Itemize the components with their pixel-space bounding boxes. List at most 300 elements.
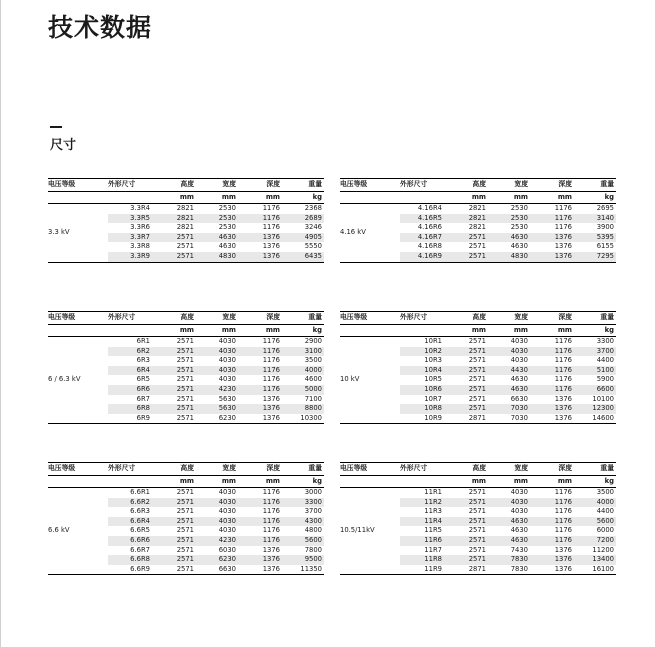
width-cell: 5630 bbox=[218, 394, 236, 403]
frame-cell: 6R8 bbox=[108, 404, 156, 414]
width-cell: 4030 bbox=[218, 375, 236, 384]
header-width: 宽度 bbox=[488, 179, 530, 192]
header-frame: 外形尺寸 bbox=[108, 179, 156, 192]
unit-height: mm bbox=[156, 325, 196, 337]
height-cell: 2871 bbox=[448, 414, 488, 424]
frame-cell: 6R6 bbox=[108, 385, 156, 395]
height-cell: 2821 bbox=[176, 204, 194, 212]
width-cell: 5630 bbox=[196, 404, 238, 414]
frame-cell: 3.3R7 bbox=[108, 233, 156, 243]
depth-cell: 1176 bbox=[262, 375, 280, 384]
height-cell: 2571 bbox=[448, 555, 488, 565]
depth-cell: 1176 bbox=[262, 337, 280, 345]
table-header-row bbox=[340, 312, 616, 325]
header-voltage: 电压等级 bbox=[48, 463, 108, 476]
height-cell: 2571 bbox=[176, 488, 194, 496]
weight-cell: 7100 bbox=[304, 394, 322, 403]
width-cell: 7030 bbox=[488, 404, 530, 414]
weight-cell: 2695 bbox=[596, 204, 614, 212]
height-cell: 2571 bbox=[156, 366, 196, 376]
header-frame: 外形尺寸 bbox=[400, 312, 448, 325]
table-row bbox=[340, 204, 616, 214]
table-row bbox=[340, 337, 616, 347]
table-row bbox=[48, 204, 324, 214]
frame-cell: 3.3R9 bbox=[108, 252, 156, 262]
width-cell: 2530 bbox=[488, 214, 530, 224]
header-weight: 重量 bbox=[574, 179, 616, 192]
height-cell: 2571 bbox=[176, 526, 194, 535]
unit-depth: mm bbox=[238, 476, 282, 488]
height-cell: 2571 bbox=[468, 375, 486, 384]
frame-cell: 4.16R9 bbox=[400, 252, 448, 262]
voltage-label: 10 kV bbox=[340, 337, 400, 424]
page-left-border bbox=[0, 0, 1, 647]
height-cell: 2571 bbox=[448, 385, 488, 395]
width-cell: 4030 bbox=[218, 356, 236, 365]
voltage-label: 10.5/11kV bbox=[340, 488, 400, 575]
depth-cell: 1176 bbox=[530, 498, 574, 508]
table-units-row bbox=[48, 325, 324, 337]
unit-weight: kg bbox=[574, 325, 616, 337]
frame-cell: 10R6 bbox=[400, 385, 448, 395]
frame-cell: 3.3R4 bbox=[130, 204, 150, 212]
height-cell: 2571 bbox=[448, 233, 488, 243]
height-cell: 2571 bbox=[156, 517, 196, 527]
height-cell: 2571 bbox=[448, 517, 488, 527]
header-depth: 深度 bbox=[238, 312, 282, 325]
depth-cell: 1176 bbox=[238, 385, 282, 395]
header-height: 高度 bbox=[156, 312, 196, 325]
weight-cell: 4400 bbox=[596, 356, 614, 365]
unit-weight: kg bbox=[574, 476, 616, 488]
weight-cell: 3300 bbox=[282, 498, 324, 508]
frame-cell: 6.6R7 bbox=[130, 545, 150, 554]
header-height: 高度 bbox=[156, 179, 196, 192]
weight-cell: 4400 bbox=[596, 507, 614, 516]
header-width: 宽度 bbox=[196, 312, 238, 325]
unit-width: mm bbox=[488, 325, 530, 337]
depth-cell: 1176 bbox=[530, 214, 574, 224]
voltage-label: 3.3 kV bbox=[48, 204, 108, 263]
frame-cell: 6.6R2 bbox=[108, 498, 156, 508]
width-cell: 4030 bbox=[488, 347, 530, 357]
depth-cell: 1376 bbox=[530, 252, 574, 262]
width-cell: 4630 bbox=[510, 375, 528, 384]
frame-cell: 6.6R8 bbox=[108, 555, 156, 565]
table-units-row bbox=[340, 325, 616, 337]
frame-cell: 10R8 bbox=[400, 404, 448, 414]
height-cell: 2571 bbox=[156, 252, 196, 262]
depth-cell: 1376 bbox=[554, 545, 572, 554]
depth-cell: 1376 bbox=[262, 242, 280, 251]
frame-cell: 11R5 bbox=[424, 526, 442, 535]
width-cell: 4030 bbox=[218, 337, 236, 345]
section-title: 尺寸 bbox=[50, 138, 77, 153]
voltage-label: 6 / 6.3 kV bbox=[48, 337, 108, 424]
width-cell: 4630 bbox=[196, 233, 238, 243]
depth-cell: 1176 bbox=[530, 366, 574, 376]
spec-table bbox=[340, 178, 616, 263]
depth-cell: 1176 bbox=[238, 366, 282, 376]
weight-cell: 5000 bbox=[282, 385, 324, 395]
height-cell: 2571 bbox=[156, 498, 196, 508]
frame-cell: 4.16R6 bbox=[417, 223, 442, 232]
frame-cell: 11R3 bbox=[424, 507, 442, 516]
depth-cell: 1176 bbox=[554, 356, 572, 365]
unit-height: mm bbox=[448, 476, 488, 488]
depth-cell: 1376 bbox=[238, 233, 282, 243]
width-cell: 4830 bbox=[196, 252, 238, 262]
width-cell: 4030 bbox=[196, 347, 238, 357]
header-voltage: 电压等级 bbox=[340, 179, 400, 192]
weight-cell: 6000 bbox=[596, 526, 614, 535]
height-cell: 2571 bbox=[448, 404, 488, 414]
table-header-row bbox=[48, 312, 324, 325]
weight-cell: 3900 bbox=[596, 223, 614, 232]
height-cell: 2571 bbox=[468, 545, 486, 554]
weight-cell: 6155 bbox=[596, 242, 614, 251]
width-cell: 4030 bbox=[510, 356, 528, 365]
height-cell: 2571 bbox=[156, 565, 196, 575]
height-cell: 2571 bbox=[448, 536, 488, 546]
weight-cell: 10100 bbox=[592, 394, 614, 403]
frame-cell: 11R1 bbox=[424, 488, 442, 496]
weight-cell: 4600 bbox=[304, 375, 322, 384]
height-cell: 2571 bbox=[468, 394, 486, 403]
width-cell: 4630 bbox=[488, 233, 530, 243]
width-cell: 7430 bbox=[510, 545, 528, 554]
depth-cell: 1376 bbox=[554, 394, 572, 403]
width-cell: 4030 bbox=[218, 526, 236, 535]
width-cell: 7830 bbox=[488, 565, 530, 575]
unit-width: mm bbox=[488, 476, 530, 488]
weight-cell: 4000 bbox=[574, 498, 616, 508]
frame-cell: 3.3R8 bbox=[130, 242, 150, 251]
depth-cell: 1176 bbox=[262, 526, 280, 535]
header-voltage: 电压等级 bbox=[48, 179, 108, 192]
frame-cell: 11R8 bbox=[400, 555, 448, 565]
depth-cell: 1376 bbox=[554, 242, 572, 251]
weight-cell: 7800 bbox=[304, 545, 322, 554]
frame-cell: 6R3 bbox=[136, 356, 150, 365]
height-cell: 2571 bbox=[176, 337, 194, 345]
depth-cell: 1376 bbox=[530, 404, 574, 414]
depth-cell: 1176 bbox=[530, 517, 574, 527]
header-width: 宽度 bbox=[488, 463, 530, 476]
height-cell: 2571 bbox=[468, 526, 486, 535]
frame-cell: 3.3R5 bbox=[108, 214, 156, 224]
width-cell: 4630 bbox=[488, 536, 530, 546]
width-cell: 2530 bbox=[218, 204, 236, 212]
spec-table bbox=[48, 311, 324, 424]
frame-cell: 4.16R4 bbox=[417, 204, 442, 212]
weight-cell: 9500 bbox=[282, 555, 324, 565]
height-cell: 2821 bbox=[468, 204, 486, 212]
height-cell: 2571 bbox=[156, 233, 196, 243]
weight-cell: 16100 bbox=[574, 565, 616, 575]
width-cell: 2530 bbox=[196, 214, 238, 224]
weight-cell: 14600 bbox=[574, 414, 616, 424]
weight-cell: 5900 bbox=[596, 375, 614, 384]
weight-cell: 13400 bbox=[574, 555, 616, 565]
header-frame: 外形尺寸 bbox=[400, 463, 448, 476]
weight-cell: 4000 bbox=[282, 366, 324, 376]
width-cell: 2530 bbox=[510, 204, 528, 212]
header-height: 高度 bbox=[448, 179, 488, 192]
weight-cell: 3100 bbox=[282, 347, 324, 357]
width-cell: 6030 bbox=[218, 545, 236, 554]
depth-cell: 1176 bbox=[554, 526, 572, 535]
unit-depth: mm bbox=[238, 325, 282, 337]
frame-cell: 11R4 bbox=[400, 517, 448, 527]
height-cell: 2571 bbox=[176, 242, 194, 251]
height-cell: 2821 bbox=[448, 214, 488, 224]
spec-table bbox=[48, 462, 324, 575]
frame-cell: 10R7 bbox=[424, 394, 442, 403]
spec-table bbox=[340, 311, 616, 424]
weight-cell: 2900 bbox=[304, 337, 322, 345]
depth-cell: 1176 bbox=[262, 223, 280, 232]
height-cell: 2571 bbox=[176, 375, 194, 384]
width-cell: 4830 bbox=[488, 252, 530, 262]
width-cell: 4630 bbox=[510, 526, 528, 535]
width-cell: 4030 bbox=[218, 507, 236, 516]
frame-cell: 6R4 bbox=[108, 366, 156, 376]
height-cell: 2571 bbox=[448, 366, 488, 376]
depth-cell: 1176 bbox=[238, 498, 282, 508]
depth-cell: 1176 bbox=[238, 214, 282, 224]
frame-cell: 6.6R3 bbox=[130, 507, 150, 516]
header-width: 宽度 bbox=[196, 179, 238, 192]
height-cell: 2871 bbox=[448, 565, 488, 575]
frame-cell: 10R9 bbox=[400, 414, 448, 424]
depth-cell: 1376 bbox=[530, 414, 574, 424]
width-cell: 4230 bbox=[196, 536, 238, 546]
table-units-row bbox=[340, 476, 616, 488]
table-row bbox=[340, 488, 616, 498]
weight-cell: 2689 bbox=[282, 214, 324, 224]
height-cell: 2571 bbox=[176, 545, 194, 554]
unit-depth: mm bbox=[530, 325, 574, 337]
header-height: 高度 bbox=[448, 312, 488, 325]
width-cell: 7830 bbox=[488, 555, 530, 565]
table-units-row bbox=[48, 192, 324, 204]
depth-cell: 1176 bbox=[238, 536, 282, 546]
height-cell: 2571 bbox=[448, 498, 488, 508]
height-cell: 2821 bbox=[156, 214, 196, 224]
depth-cell: 1176 bbox=[530, 536, 574, 546]
weight-cell: 4905 bbox=[282, 233, 324, 243]
depth-cell: 1376 bbox=[262, 545, 280, 554]
header-weight: 重量 bbox=[282, 179, 324, 192]
depth-cell: 1176 bbox=[262, 204, 280, 212]
width-cell: 7030 bbox=[488, 414, 530, 424]
frame-cell: 10R3 bbox=[424, 356, 442, 365]
depth-cell: 1176 bbox=[554, 337, 572, 345]
height-cell: 2571 bbox=[156, 347, 196, 357]
width-cell: 2530 bbox=[218, 223, 236, 232]
unit-height: mm bbox=[156, 476, 196, 488]
depth-cell: 1176 bbox=[262, 488, 280, 496]
table-row bbox=[48, 337, 324, 347]
weight-cell: 5100 bbox=[574, 366, 616, 376]
weight-cell: 11350 bbox=[282, 565, 324, 575]
weight-cell: 10300 bbox=[282, 414, 324, 424]
width-cell: 2530 bbox=[510, 223, 528, 232]
width-cell: 4030 bbox=[510, 337, 528, 345]
height-cell: 2571 bbox=[468, 242, 486, 251]
frame-cell: 6R5 bbox=[136, 375, 150, 384]
weight-cell: 4300 bbox=[282, 517, 324, 527]
weight-cell: 5550 bbox=[304, 242, 322, 251]
frame-cell: 3.3R6 bbox=[130, 223, 150, 232]
frame-cell: 6R1 bbox=[136, 337, 150, 345]
height-cell: 2571 bbox=[448, 252, 488, 262]
weight-cell: 3500 bbox=[596, 488, 614, 496]
height-cell: 2571 bbox=[176, 356, 194, 365]
width-cell: 6230 bbox=[196, 414, 238, 424]
width-cell: 4630 bbox=[488, 385, 530, 395]
height-cell: 2571 bbox=[468, 337, 486, 345]
width-cell: 4030 bbox=[218, 488, 236, 496]
voltage-label: 4.16 kV bbox=[340, 204, 400, 263]
depth-cell: 1176 bbox=[554, 375, 572, 384]
unit-width: mm bbox=[196, 476, 238, 488]
weight-cell: 3700 bbox=[574, 347, 616, 357]
weight-cell: 6600 bbox=[574, 385, 616, 395]
height-cell: 2571 bbox=[468, 356, 486, 365]
height-cell: 2571 bbox=[156, 385, 196, 395]
header-height: 高度 bbox=[156, 463, 196, 476]
header-width: 宽度 bbox=[196, 463, 238, 476]
spec-table bbox=[340, 462, 616, 575]
weight-cell: 12300 bbox=[574, 404, 616, 414]
unit-weight: kg bbox=[282, 476, 324, 488]
table-units-row bbox=[340, 192, 616, 204]
section-dash bbox=[50, 126, 62, 128]
header-weight: 重量 bbox=[282, 463, 324, 476]
header-frame: 外形尺寸 bbox=[108, 312, 156, 325]
frame-cell: 10R2 bbox=[400, 347, 448, 357]
header-depth: 深度 bbox=[530, 463, 574, 476]
header-depth: 深度 bbox=[238, 179, 282, 192]
unit-height: mm bbox=[448, 192, 488, 204]
frame-cell: 6.6R4 bbox=[108, 517, 156, 527]
height-cell: 2571 bbox=[448, 347, 488, 357]
height-cell: 2571 bbox=[156, 555, 196, 565]
depth-cell: 1176 bbox=[530, 385, 574, 395]
height-cell: 2571 bbox=[176, 507, 194, 516]
width-cell: 4630 bbox=[488, 517, 530, 527]
header-height: 高度 bbox=[448, 463, 488, 476]
unit-width: mm bbox=[488, 192, 530, 204]
depth-cell: 1376 bbox=[530, 233, 574, 243]
unit-weight: kg bbox=[574, 192, 616, 204]
depth-cell: 1376 bbox=[238, 414, 282, 424]
header-depth: 深度 bbox=[530, 312, 574, 325]
width-cell: 4030 bbox=[196, 366, 238, 376]
weight-cell: 3000 bbox=[304, 488, 322, 496]
weight-cell: 8800 bbox=[282, 404, 324, 414]
weight-cell: 7295 bbox=[574, 252, 616, 262]
unit-width: mm bbox=[196, 325, 238, 337]
width-cell: 4430 bbox=[488, 366, 530, 376]
height-cell: 2821 bbox=[176, 223, 194, 232]
header-voltage: 电压等级 bbox=[340, 312, 400, 325]
width-cell: 4030 bbox=[510, 488, 528, 496]
header-frame: 外形尺寸 bbox=[108, 463, 156, 476]
unit-depth: mm bbox=[238, 192, 282, 204]
width-cell: 4630 bbox=[218, 242, 236, 251]
depth-cell: 1176 bbox=[238, 347, 282, 357]
weight-cell: 3300 bbox=[596, 337, 614, 345]
frame-cell: 11R2 bbox=[400, 498, 448, 508]
frame-cell: 6R9 bbox=[108, 414, 156, 424]
depth-cell: 1376 bbox=[238, 252, 282, 262]
height-cell: 2571 bbox=[468, 488, 486, 496]
depth-cell: 1376 bbox=[530, 565, 574, 575]
header-depth: 深度 bbox=[530, 179, 574, 192]
depth-cell: 1176 bbox=[262, 356, 280, 365]
header-depth: 深度 bbox=[238, 463, 282, 476]
width-cell: 4230 bbox=[196, 385, 238, 395]
weight-cell: 2368 bbox=[304, 204, 322, 212]
width-cell: 6630 bbox=[510, 394, 528, 403]
weight-cell: 6435 bbox=[282, 252, 324, 262]
frame-cell: 11R7 bbox=[424, 545, 442, 554]
depth-cell: 1176 bbox=[262, 507, 280, 516]
width-cell: 4630 bbox=[510, 242, 528, 251]
frame-cell: 6.6R5 bbox=[130, 526, 150, 535]
voltage-label: 6.6 kV bbox=[48, 488, 108, 575]
width-cell: 4030 bbox=[196, 517, 238, 527]
height-cell: 2821 bbox=[468, 223, 486, 232]
frame-cell: 10R4 bbox=[400, 366, 448, 376]
table-units-row bbox=[48, 476, 324, 488]
frame-cell: 4.16R5 bbox=[400, 214, 448, 224]
depth-cell: 1176 bbox=[238, 517, 282, 527]
header-width: 宽度 bbox=[488, 312, 530, 325]
weight-cell: 3500 bbox=[304, 356, 322, 365]
page-title: 技术数据 bbox=[48, 13, 153, 42]
unit-width: mm bbox=[196, 192, 238, 204]
depth-cell: 1176 bbox=[554, 223, 572, 232]
unit-weight: kg bbox=[282, 325, 324, 337]
height-cell: 2571 bbox=[176, 394, 194, 403]
spec-table bbox=[48, 178, 324, 263]
width-cell: 4030 bbox=[488, 498, 530, 508]
frame-cell: 6.6R9 bbox=[108, 565, 156, 575]
width-cell: 4030 bbox=[510, 507, 528, 516]
frame-cell: 4.16R7 bbox=[400, 233, 448, 243]
frame-cell: 6R7 bbox=[136, 394, 150, 403]
table-header-row bbox=[340, 463, 616, 476]
frame-cell: 6R2 bbox=[108, 347, 156, 357]
header-weight: 重量 bbox=[282, 312, 324, 325]
frame-cell: 11R6 bbox=[400, 536, 448, 546]
depth-cell: 1376 bbox=[238, 565, 282, 575]
weight-cell: 5600 bbox=[574, 517, 616, 527]
frame-cell: 6.6R6 bbox=[108, 536, 156, 546]
width-cell: 4030 bbox=[196, 498, 238, 508]
table-header-row bbox=[48, 179, 324, 192]
weight-cell: 4800 bbox=[304, 526, 322, 535]
depth-cell: 1376 bbox=[530, 555, 574, 565]
height-cell: 2571 bbox=[156, 414, 196, 424]
frame-cell: 11R9 bbox=[400, 565, 448, 575]
unit-height: mm bbox=[448, 325, 488, 337]
height-cell: 2571 bbox=[156, 404, 196, 414]
